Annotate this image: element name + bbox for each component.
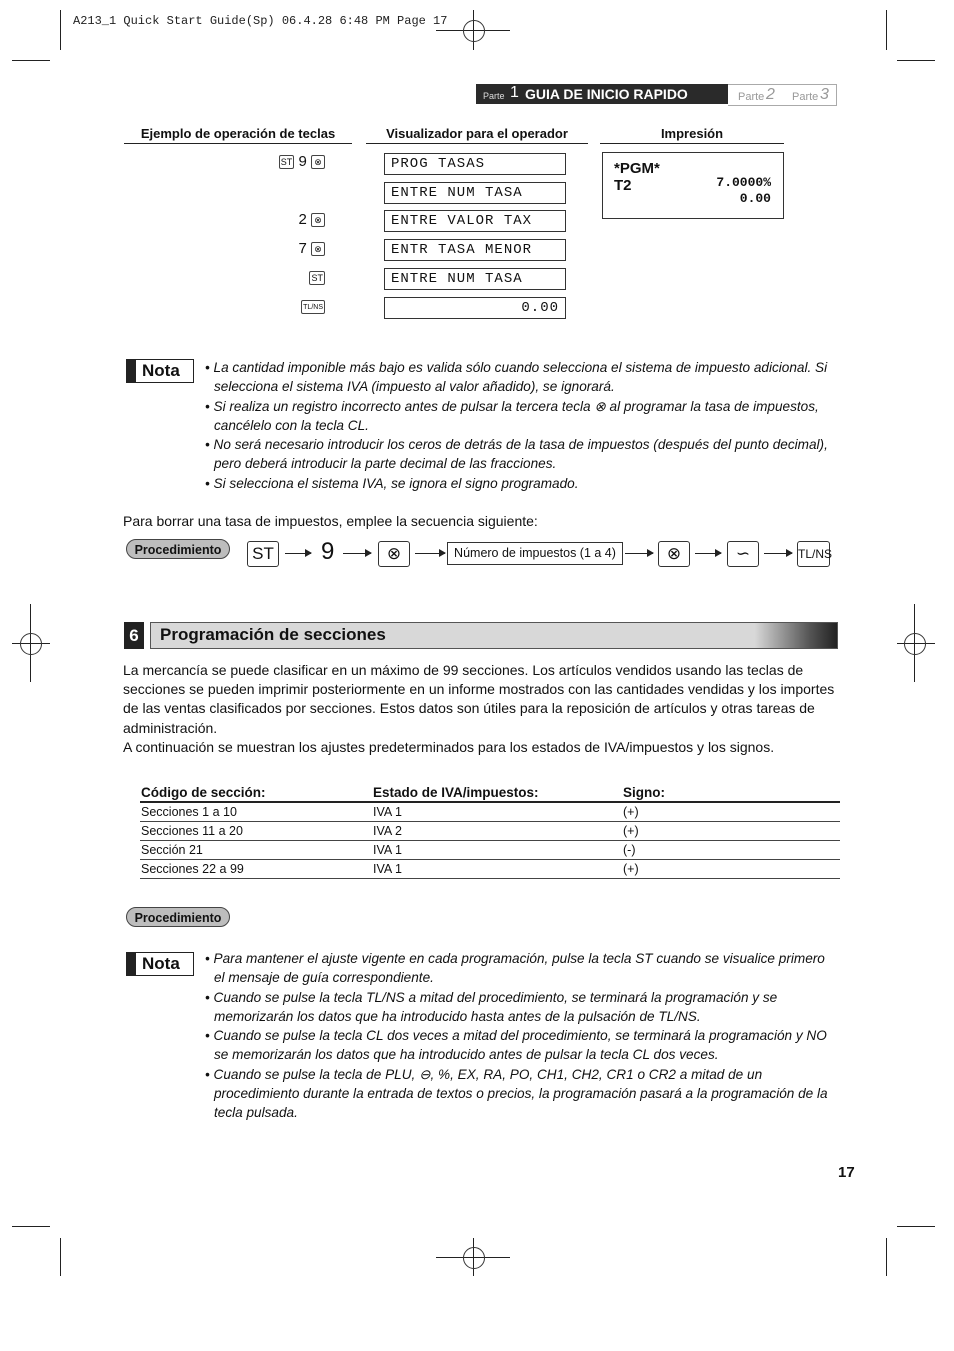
note-item: • Si realiza un registro incorrecto antes de pulsar la tercera tecla ⊗ al programar la tasa de impuestos, cancélelo con la tecla CL. (205, 398, 819, 433)
part-prefix: Parte (483, 91, 505, 101)
receipt-amount: 0.00 (739, 191, 771, 206)
section-paragraph-2: A continuación se muestran los ajustes predeterminados para los estados de IVA/impuestos y los signos. (123, 739, 775, 755)
note-item: • Cuando se pulse la tecla TL/NS a mitad del procedimiento, se terminará la programación y se memorizarán los datos que ha introducido hasta antes de la pulsación de TL/NS. (205, 989, 778, 1024)
tlns-key-icon: TL/NS (301, 300, 325, 314)
table-row: Secciones 22 a 99 IVA 1 (+) (140, 860, 840, 879)
key-op-5 (301, 298, 325, 315)
section-defaults-table (140, 784, 840, 879)
seq-wave-key-icon: ∽ (727, 541, 759, 567)
column-keys-header: Ejemplo de operación de teclas (124, 126, 352, 144)
section-number: 6 (124, 622, 144, 649)
receipt-rate: 7.0000% (716, 175, 771, 190)
part-number: 1 (510, 84, 519, 101)
st-key-icon: ST (280, 157, 293, 168)
receipt-print (602, 152, 784, 219)
key-op-3 (298, 240, 325, 257)
display-line-5: ENTRE NUM TASA (384, 268, 566, 290)
seq-digit-9: 9 (321, 538, 335, 565)
key-op-1 (279, 153, 325, 170)
section-bar (150, 622, 838, 649)
seq-tlns-key-icon: TL/NS (797, 541, 830, 567)
column-display-header: Visualizador para el operador (366, 126, 588, 144)
procedure-badge-2: Procedimiento (126, 907, 230, 927)
notes-list-2 (205, 949, 835, 1123)
display-line-2: ENTRE NUM TASA (384, 182, 566, 204)
header-sign: Signo: (622, 784, 840, 802)
table-row: Sección 21 IVA 1 (-) (140, 841, 840, 860)
part-tab-active (476, 84, 728, 104)
display-line-6: 0.00 (384, 297, 566, 319)
multiply-key-icon: ⊗ (311, 213, 325, 227)
seq-tax-number-box: Número de impuestos (1 a 4) (447, 542, 623, 565)
receipt-t2: T2 (614, 177, 632, 194)
table-header-row (140, 784, 840, 802)
table-row: Secciones 1 a 10 IVA 1 (+) (140, 802, 840, 822)
part-tab-3: Parte 3 (782, 84, 837, 106)
note-item: • Cuando se pulse la tecla de PLU, ⊖, %, EX, RA, PO, CH1, CH2, CR1 o CR2 a mitad de un procedimiento durante la entrada de textos o precios, la programación pasará a la programación de la tecla pulsada. (205, 1066, 828, 1121)
seq-multiply-key-icon: ⊗ (378, 541, 410, 567)
note-item: • Para mantener el ajuste vigente en cada programación, pulse la tecla ST cuando se visualice primero el mensaje de guía correspondiente. (205, 951, 825, 986)
digit-2: 2 (298, 211, 307, 228)
seq-multiply-key-icon-2: ⊗ (658, 541, 690, 567)
digit-7: 7 (298, 240, 307, 257)
st-key-icon: ST (311, 273, 323, 284)
table-row: Secciones 11 a 20 IVA 2 (+) (140, 822, 840, 841)
note-item: • Cuando se pulse la tecla CL dos veces a mitad del procedimiento, se terminará la programación y NO se memorizarán los datos que ha introducido antes de pulsar la tecla CL dos veces. (205, 1028, 827, 1063)
multiply-key-icon: ⊗ (311, 242, 325, 256)
part-title: GUIA DE INICIO RAPIDO (525, 86, 688, 102)
display-line-3: ENTRE VALOR TAX (384, 210, 566, 232)
page-number: 17 (838, 1164, 855, 1181)
part-tab-2: Parte 2 (728, 84, 782, 106)
display-line-4: ENTR TASA MENOR (384, 239, 566, 261)
note-item: • No será necesario introducir los ceros de detrás de la tasa de impuestos (después del punto decimal), pero deberá introducir la parte decimal de las fracciones. (205, 437, 828, 472)
notes-list-1 (205, 358, 835, 493)
note-item: • Si selecciona el sistema IVA, se ignora el signo programado. (205, 475, 579, 491)
procedure-badge-1: Procedimiento (126, 539, 230, 559)
nota-label-2: Nota (126, 952, 194, 976)
display-line-1: PROG TASAS (384, 153, 566, 175)
delete-intro: Para borrar una tasa de impuestos, emplee la secuencia siguiente: (123, 513, 538, 529)
section-paragraph-1: La mercancía se puede clasificar en un máximo de 99 secciones. Los artículos vendidos usando las teclas de secciones se pueden imprimir posteriormente en un informe mostrados con las cantidades vendidas y los importes de las ventas clasificados por secciones. Estos datos son útiles para la reposición de artículos y otras tareas de administración. (123, 662, 835, 736)
print-header: A213_1 Quick Start Guide(Sp) 06.4.28 6:48 PM Page 17 (73, 14, 448, 28)
header-tax-status: Estado de IVA/impuestos: (372, 784, 622, 802)
section-title: Programación de secciones (160, 625, 386, 644)
key-op-4 (309, 269, 325, 286)
key-op-2 (298, 211, 325, 228)
header-section-code: Código de sección: (140, 784, 372, 802)
nota-label-1: Nota (126, 359, 194, 383)
digit-9: 9 (298, 153, 307, 170)
receipt-pgm: *PGM* (614, 160, 660, 177)
multiply-key-icon: ⊗ (311, 155, 325, 169)
column-print-header: Impresión (600, 126, 784, 144)
note-item: • La cantidad imponible más bajo es valida sólo cuando selecciona el sistema de impuesto adicional. Si selecciona el sistema IVA (impuesto al valor añadido), se ignorará. (205, 360, 828, 395)
seq-st-key-icon: ST (247, 541, 279, 567)
